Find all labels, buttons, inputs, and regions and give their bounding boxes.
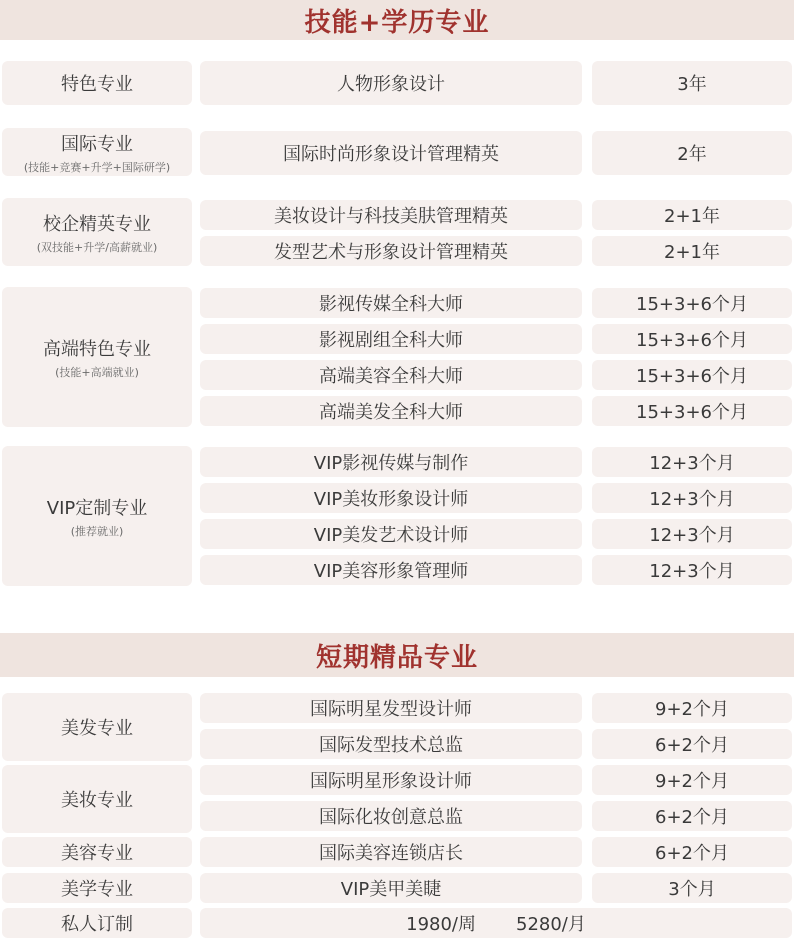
category-label: 国际专业 (61, 133, 133, 155)
program-cell (200, 765, 582, 795)
duration-value: 12+3个月 (649, 453, 735, 474)
program-name: 影视传媒全科大师 (319, 294, 463, 315)
duration-cell (592, 360, 792, 390)
program-cell (200, 396, 582, 426)
program-cell (200, 236, 582, 266)
category-vip (2, 446, 192, 586)
program-cell (200, 200, 582, 230)
program-name: 国际明星形象设计师 (310, 771, 472, 792)
program-cell (200, 288, 582, 318)
duration-value: 3年 (677, 74, 707, 95)
category-label: 美妆专业 (61, 790, 133, 811)
category-hair (2, 693, 192, 761)
category-label: 美容专业 (61, 843, 133, 864)
category-label: 校企精英专业 (43, 213, 151, 235)
category-label: VIP定制专业 (46, 497, 148, 519)
category-label: 私人订制 (61, 914, 133, 935)
category-note: (技能+竞赛+升学+国际研学) (23, 160, 171, 174)
program-name: 美妆设计与科技美肤管理精英 (274, 206, 508, 227)
program-cell (200, 693, 582, 723)
category-beauty (2, 837, 192, 867)
program-name: 国际化妆创意总监 (319, 807, 463, 828)
duration-value: 12+3个月 (649, 489, 735, 510)
category-private-custom (2, 908, 192, 938)
section-title-text: 短期精品专业 (315, 642, 478, 673)
duration-cell (592, 396, 792, 426)
program-cell (200, 131, 582, 175)
price-per-month: 5280/月 (516, 914, 586, 935)
duration-cell (592, 693, 792, 723)
duration-cell (592, 288, 792, 318)
section-title-text: 技能+学历专业 (304, 7, 490, 38)
duration-cell (592, 236, 792, 266)
program-name: 高端美容全科大师 (319, 366, 463, 387)
category-note: (双技能+升学/高薪就业) (36, 240, 158, 254)
duration-value: 9+2个月 (655, 771, 729, 792)
duration-value: 2+1年 (664, 242, 720, 263)
category-makeup (2, 765, 192, 833)
category-high-end (2, 287, 192, 427)
program-cell (200, 873, 582, 903)
program-cell (200, 801, 582, 831)
duration-cell (592, 765, 792, 795)
duration-cell (592, 837, 792, 867)
program-cell (200, 555, 582, 585)
program-cell (200, 360, 582, 390)
duration-cell (592, 801, 792, 831)
program-name: 国际美容连锁店长 (319, 843, 463, 864)
program-cell (200, 729, 582, 759)
program-name: VIP美发艺术设计师 (313, 525, 469, 546)
duration-cell (592, 200, 792, 230)
duration-value: 2+1年 (664, 206, 720, 227)
program-cell (200, 483, 582, 513)
category-school-enterprise (2, 198, 192, 266)
program-name: VIP影视传媒与制作 (313, 453, 469, 474)
program-name: VIP美容形象管理师 (313, 561, 469, 582)
duration-value: 2年 (677, 144, 707, 165)
program-name: 国际发型技术总监 (319, 735, 463, 756)
program-name: 国际时尚形象设计管理精英 (283, 144, 499, 165)
price-per-week: 1980/周 (406, 914, 476, 935)
duration-cell (592, 519, 792, 549)
category-note: (技能+高端就业) (55, 365, 139, 379)
duration-cell (592, 729, 792, 759)
category-label: 特色专业 (61, 74, 133, 95)
duration-value: 6+2个月 (655, 843, 729, 864)
duration-value: 6+2个月 (655, 807, 729, 828)
program-name: 人物形象设计 (337, 74, 445, 95)
program-name: 国际明星发型设计师 (310, 699, 472, 720)
duration-value: 6+2个月 (655, 735, 729, 756)
duration-value: 9+2个月 (655, 699, 729, 720)
program-cell (200, 61, 582, 105)
duration-cell (592, 483, 792, 513)
category-note: (推荐就业) (70, 524, 124, 538)
category-international (2, 128, 192, 176)
program-name: 影视剧组全科大师 (319, 330, 463, 351)
duration-value: 12+3个月 (649, 561, 735, 582)
duration-value: 3个月 (668, 879, 716, 900)
category-aesthetics (2, 873, 192, 903)
duration-cell (592, 447, 792, 477)
duration-value: 15+3+6个月 (636, 330, 748, 351)
section-title-skills-degree (0, 0, 794, 40)
program-name: VIP美妆形象设计师 (313, 489, 469, 510)
duration-cell (592, 61, 792, 105)
duration-value: 15+3+6个月 (636, 294, 748, 315)
program-cell (200, 447, 582, 477)
program-name: 发型艺术与形象设计管理精英 (274, 242, 508, 263)
duration-cell (592, 131, 792, 175)
section-title-short-term (0, 633, 794, 677)
program-cell (200, 519, 582, 549)
program-name: VIP美甲美睫 (340, 879, 442, 900)
category-label: 美发专业 (61, 718, 133, 739)
program-name: 高端美发全科大师 (319, 402, 463, 423)
duration-cell (592, 873, 792, 903)
duration-value: 15+3+6个月 (636, 402, 748, 423)
duration-cell (592, 555, 792, 585)
duration-cell (592, 324, 792, 354)
category-label: 高端特色专业 (43, 338, 151, 360)
duration-value: 12+3个月 (649, 525, 735, 546)
category-featured (2, 61, 192, 105)
category-label: 美学专业 (61, 879, 133, 900)
private-price-cell (200, 908, 792, 938)
duration-value: 15+3+6个月 (636, 366, 748, 387)
program-cell (200, 324, 582, 354)
program-cell (200, 837, 582, 867)
